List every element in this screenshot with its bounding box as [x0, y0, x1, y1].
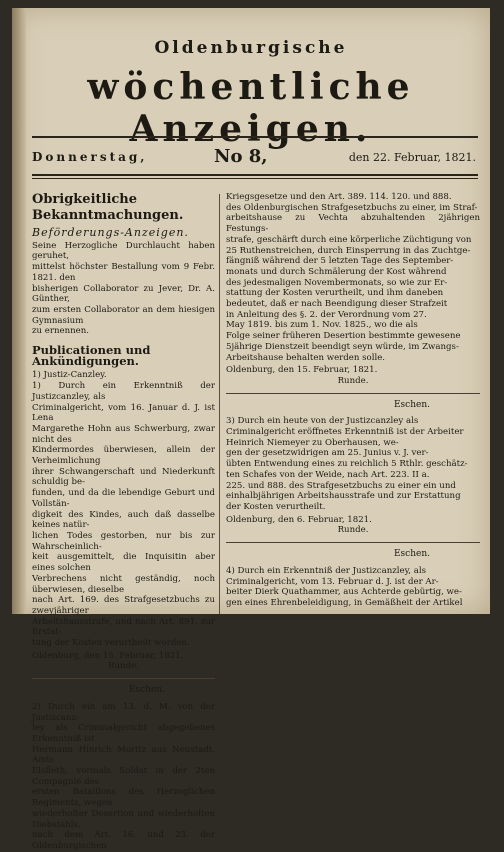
notice-2-signer-2: Eschen. — [393, 399, 430, 410]
section-heading-publications: Publicationen und Ankündigungen. — [32, 343, 151, 368]
issue-day: Donnerstag, — [32, 150, 148, 164]
section-heading-official: Obrigkeitliche Bekanntmachungen. — [32, 192, 184, 223]
masthead-rule-thin — [32, 178, 478, 179]
separator — [226, 542, 480, 543]
notice-1-signature: Oldenburg, den 15. Februar, 1821. — [32, 650, 184, 661]
notice-2: 2) Durch ein am 13. d. M. von der Justizcanz- ley als Criminalgericht abgegebenes Erkenntniß ist Hermann Hinrich Moritz aus Neustadt, Amts Elsfleth, vormals Soldat in der 2ten Compagnie des ersten Bataillons des Herzoglichen Regiments, wegen wiederholter Desertion und wiederholten Diebstahls, nach dem Art. 16. und 23. der Oldenburgischen — [32, 701, 215, 851]
notice-3-signer: Runde. — [337, 525, 369, 536]
masthead-rule-top — [32, 136, 478, 138]
notice-3-signer-2: Eschen. — [393, 549, 430, 560]
notice-2-continued: Kriegsgesetze und den Art. 389. 114. 120. und 888. des Oldenburgischen Strafgesetzbuchs zu einer, im Straf- arbeitshause zu Vechta abzuhaltenden 2jährigen Festungs- strafe, geschärft durch eine körperliche Züchtigung von 25 Ruthenstreichen, durch Einsperrung in das Zuchtge- fängniß während der 5 letzten Tage des September- monats und durch Schmälerung der Kost während des jedesmaligen Novembermonats, so wie zur Er- stattung der Kosten verurtheilt, und ihm daneben bedeutet, daß er nach Beendigung dieser Strafzeit in Anleitung des §. 2. der Verordnung vom 27. May 1819. bis zum 1. Nov. 1825., wo die als Folge seiner früheren Desertion bestimmte gewesene 5jährige Dienstzeit beendigt seyn würde, im Zwangs- Arbeitshause behalten werden solle. — [226, 192, 480, 363]
notice-1-signer-2: Eschen. — [128, 685, 165, 696]
newspaper-page — [12, 8, 490, 851]
left-column — [32, 192, 215, 852]
notice-3: 3) Durch ein heute von der Justizcanzley als Criminalgericht eröffnetes Erkenntniß ist der Arbeiter Heinrich Niemeyer zu Oberhausen, we- gen der gesetzwidrigen am 25. Junius v. J. ver- übten Entwendung eines zu reichlich 5 Rthlr. geschätz- ten Schafes von der Weide, nach Art. 223. II a. 225. und 888. des Strafgesetzbuchs zu einer ein und einhalbjährigen Arbeitshausstrafe und zur Erstattung der Kosten verurtheilt. — [226, 416, 468, 512]
separator — [32, 678, 215, 679]
issue-date: den 22. Februar, 1821. — [348, 151, 476, 164]
promotion-notice: Seine Herzogliche Durchlaucht haben geruhet, mittelst höchster Bestallung vom 9 Febr. 1821. den bisherigen Collaborator zu Jever, Dr. A. Günther, zum ersten Collaborator an dem hiesigen Gymnasium zu ernennen. — [32, 240, 215, 337]
issue-number: No 8, — [214, 146, 268, 167]
notice-3-signature: Oldenburg, den 6. Februar, 1821. — [226, 514, 372, 525]
masthead-rule-bottom — [32, 174, 478, 176]
column-divider — [219, 194, 220, 614]
notice-2-signer: Runde. — [337, 375, 369, 386]
subheading-promotions: Beförderungs-Anzeigen. — [32, 226, 189, 239]
notice-4: 4) Durch ein Erkenntniß der Justizcanzley, als Criminalgericht, vom 13. Februar d. J. ist der Ar- beiter Dierk Quathammer, aus Achterde gebürtig, we- gen eines Ehrenbeleidigung, in Gemäßheit der Artikel — [226, 565, 463, 608]
notice-2-signature: Oldenburg, den 15. Februar, 1821. — [226, 365, 378, 376]
separator — [226, 393, 480, 394]
notice-1-signer: Runde. — [108, 661, 139, 672]
right-column — [226, 192, 480, 609]
masthead-top-line: Oldenburgische — [154, 38, 348, 58]
masthead-title: wöchentliche Anzeigen. — [87, 66, 415, 150]
dateline — [32, 146, 476, 168]
notice-1: 1) Justiz-Canzley. 1) Durch ein Erkenntniß der Justizcanzley, als Criminalgericht, vom 16. Januar d. J. ist Lena Margarethe Hohn aus Schwerburg, zwar nicht des Kindermordes überwiesen, allein der Verheimlichung ihrer Schwangerschaft und Niederkunft schuldig be- funden, und da die lebendige Geburt und Vollstän- digkeit des Kindes, auch daß dasselbe keines natür- lichen Todes gestorben, nur bis zur Wahrscheinlich- keit ausgemittelt, die Inquisitin aber eines solchen Verbrechens nicht geständig, noch überwiesen, dieselbe nach Art. 169. des Strafgesetzbuchs zu zweyjähriger Arbeitshausstrafe, und nach Art. 891. zur Erstat- tung der Kosten verurtheilt worden. — [32, 370, 215, 649]
